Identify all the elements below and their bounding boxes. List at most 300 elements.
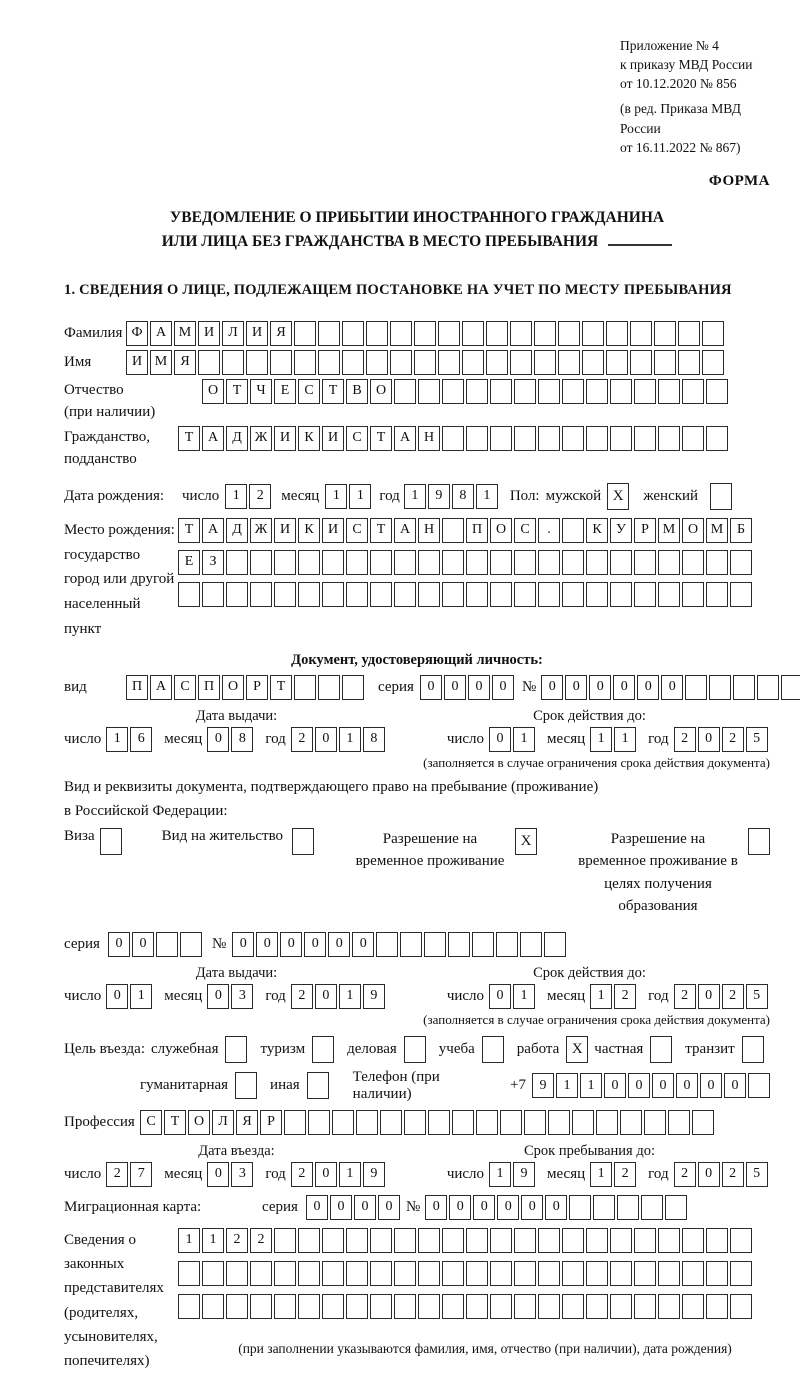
char-cell[interactable]: [376, 932, 398, 957]
char-cell[interactable]: 0: [315, 727, 337, 752]
char-cell[interactable]: [490, 426, 512, 451]
char-cell[interactable]: [322, 1261, 344, 1286]
char-cell[interactable]: 2: [722, 727, 744, 752]
char-cell[interactable]: [394, 1228, 416, 1253]
char-cell[interactable]: [658, 426, 680, 451]
char-cell[interactable]: А: [150, 675, 172, 700]
char-cell[interactable]: [490, 1228, 512, 1253]
char-cell[interactable]: 0: [676, 1073, 698, 1098]
char-cell[interactable]: [250, 550, 272, 575]
char-cell[interactable]: [424, 932, 446, 957]
char-cell[interactable]: [538, 582, 560, 607]
char-cell[interactable]: 1: [513, 727, 535, 752]
char-cell[interactable]: [702, 321, 724, 346]
char-cell[interactable]: [466, 1294, 488, 1319]
char-cell[interactable]: [270, 350, 292, 375]
char-cell[interactable]: 0: [449, 1195, 471, 1220]
char-cell[interactable]: 0: [604, 1073, 626, 1098]
char-cell[interactable]: [178, 1294, 200, 1319]
char-cell[interactable]: [418, 582, 440, 607]
char-cell[interactable]: 7: [130, 1162, 152, 1187]
char-cell[interactable]: [757, 675, 779, 700]
char-cell[interactable]: [682, 1294, 704, 1319]
char-cell[interactable]: Н: [418, 518, 440, 543]
char-cell[interactable]: [538, 1261, 560, 1286]
char-cell[interactable]: [472, 932, 494, 957]
char-cell[interactable]: 9: [513, 1162, 535, 1187]
char-cell[interactable]: [322, 582, 344, 607]
char-cell[interactable]: 0: [108, 932, 130, 957]
char-cell[interactable]: [630, 350, 652, 375]
char-cell[interactable]: [346, 1228, 368, 1253]
char-cell[interactable]: Ж: [250, 426, 272, 451]
char-cell[interactable]: Ф: [126, 321, 148, 346]
char-cell[interactable]: [610, 1261, 632, 1286]
char-cell[interactable]: 2: [249, 484, 271, 509]
char-cell[interactable]: [586, 426, 608, 451]
char-cell[interactable]: [548, 1110, 570, 1135]
char-cell[interactable]: [370, 1261, 392, 1286]
char-cell[interactable]: [562, 1294, 584, 1319]
char-cell[interactable]: С: [174, 675, 196, 700]
char-cell[interactable]: [520, 932, 542, 957]
char-cell[interactable]: 0: [330, 1195, 352, 1220]
char-cell[interactable]: 0: [328, 932, 350, 957]
char-cell[interactable]: [178, 1261, 200, 1286]
char-cell[interactable]: В: [346, 379, 368, 404]
char-cell[interactable]: 0: [306, 1195, 328, 1220]
char-cell[interactable]: Ч: [250, 379, 272, 404]
char-cell[interactable]: О: [222, 675, 244, 700]
char-cell[interactable]: [562, 582, 584, 607]
char-cell[interactable]: [610, 582, 632, 607]
char-cell[interactable]: [294, 350, 316, 375]
char-cell[interactable]: [634, 379, 656, 404]
char-cell[interactable]: 1: [178, 1228, 200, 1253]
char-cell[interactable]: [534, 321, 556, 346]
char-cell[interactable]: [322, 1294, 344, 1319]
char-cell[interactable]: [370, 1228, 392, 1253]
purpose-business-checkbox[interactable]: [225, 1036, 247, 1063]
char-cell[interactable]: 0: [232, 932, 254, 957]
char-cell[interactable]: [706, 582, 728, 607]
char-cell[interactable]: П: [126, 675, 148, 700]
char-cell[interactable]: [318, 321, 340, 346]
char-cell[interactable]: [730, 1261, 752, 1286]
char-cell[interactable]: 0: [352, 932, 374, 957]
char-cell[interactable]: [500, 1110, 522, 1135]
char-cell[interactable]: [692, 1110, 714, 1135]
char-cell[interactable]: [346, 1261, 368, 1286]
char-cell[interactable]: 0: [700, 1073, 722, 1098]
char-cell[interactable]: 1: [339, 727, 361, 752]
char-cell[interactable]: [538, 550, 560, 575]
char-cell[interactable]: [658, 1228, 680, 1253]
char-cell[interactable]: С: [514, 518, 536, 543]
char-cell[interactable]: [366, 321, 388, 346]
char-cell[interactable]: [438, 350, 460, 375]
char-cell[interactable]: [466, 1228, 488, 1253]
char-cell[interactable]: [610, 550, 632, 575]
char-cell[interactable]: [658, 1261, 680, 1286]
char-cell[interactable]: [342, 675, 364, 700]
char-cell[interactable]: [490, 1261, 512, 1286]
char-cell[interactable]: 1: [590, 984, 612, 1009]
char-cell[interactable]: [284, 1110, 306, 1135]
char-cell[interactable]: Т: [370, 426, 392, 451]
char-cell[interactable]: [226, 1294, 248, 1319]
char-cell[interactable]: [706, 426, 728, 451]
char-cell[interactable]: [438, 321, 460, 346]
char-cell[interactable]: [366, 350, 388, 375]
char-cell[interactable]: О: [188, 1110, 210, 1135]
char-cell[interactable]: И: [246, 321, 268, 346]
char-cell[interactable]: 9: [363, 984, 385, 1009]
char-cell[interactable]: 0: [661, 675, 683, 700]
char-cell[interactable]: [582, 321, 604, 346]
char-cell[interactable]: Л: [222, 321, 244, 346]
char-cell[interactable]: 0: [444, 675, 466, 700]
char-cell[interactable]: 0: [207, 727, 229, 752]
char-cell[interactable]: О: [490, 518, 512, 543]
char-cell[interactable]: [538, 1228, 560, 1253]
char-cell[interactable]: 1: [580, 1073, 602, 1098]
char-cell[interactable]: 0: [492, 675, 514, 700]
char-cell[interactable]: [394, 582, 416, 607]
char-cell[interactable]: [250, 582, 272, 607]
char-cell[interactable]: С: [140, 1110, 162, 1135]
char-cell[interactable]: 0: [521, 1195, 543, 1220]
char-cell[interactable]: К: [586, 518, 608, 543]
char-cell[interactable]: 1: [404, 484, 426, 509]
char-cell[interactable]: [678, 350, 700, 375]
char-cell[interactable]: [318, 675, 340, 700]
purpose-tourism-checkbox[interactable]: [312, 1036, 334, 1063]
char-cell[interactable]: 0: [468, 675, 490, 700]
option-visa-checkbox[interactable]: [100, 828, 122, 855]
char-cell[interactable]: 5: [746, 727, 768, 752]
char-cell[interactable]: [634, 1294, 656, 1319]
char-cell[interactable]: [730, 1228, 752, 1253]
char-cell[interactable]: [658, 582, 680, 607]
char-cell[interactable]: [572, 1110, 594, 1135]
char-cell[interactable]: [486, 350, 508, 375]
char-cell[interactable]: [668, 1110, 690, 1135]
char-cell[interactable]: [442, 1228, 464, 1253]
char-cell[interactable]: И: [322, 426, 344, 451]
char-cell[interactable]: [610, 379, 632, 404]
char-cell[interactable]: [202, 582, 224, 607]
char-cell[interactable]: [428, 1110, 450, 1135]
char-cell[interactable]: 1: [339, 984, 361, 1009]
char-cell[interactable]: [466, 379, 488, 404]
char-cell[interactable]: [682, 426, 704, 451]
char-cell[interactable]: 8: [452, 484, 474, 509]
char-cell[interactable]: Я: [174, 350, 196, 375]
char-cell[interactable]: [442, 550, 464, 575]
char-cell[interactable]: [298, 1261, 320, 1286]
char-cell[interactable]: [394, 1261, 416, 1286]
char-cell[interactable]: 0: [652, 1073, 674, 1098]
char-cell[interactable]: [682, 379, 704, 404]
char-cell[interactable]: [414, 321, 436, 346]
char-cell[interactable]: [274, 1261, 296, 1286]
char-cell[interactable]: 0: [613, 675, 635, 700]
char-cell[interactable]: [414, 350, 436, 375]
char-cell[interactable]: А: [202, 426, 224, 451]
char-cell[interactable]: [586, 550, 608, 575]
char-cell[interactable]: 0: [473, 1195, 495, 1220]
char-cell[interactable]: [706, 1294, 728, 1319]
char-cell[interactable]: [682, 1228, 704, 1253]
char-cell[interactable]: [586, 1261, 608, 1286]
purpose-humanitarian-checkbox[interactable]: [235, 1072, 257, 1099]
char-cell[interactable]: [394, 1294, 416, 1319]
char-cell[interactable]: [524, 1110, 546, 1135]
char-cell[interactable]: [678, 321, 700, 346]
char-cell[interactable]: О: [370, 379, 392, 404]
char-cell[interactable]: [490, 582, 512, 607]
char-cell[interactable]: .: [538, 518, 560, 543]
char-cell[interactable]: 2: [674, 984, 696, 1009]
char-cell[interactable]: [418, 1294, 440, 1319]
char-cell[interactable]: [490, 1294, 512, 1319]
char-cell[interactable]: 0: [628, 1073, 650, 1098]
char-cell[interactable]: [562, 379, 584, 404]
char-cell[interactable]: [538, 379, 560, 404]
char-cell[interactable]: [274, 550, 296, 575]
char-cell[interactable]: [452, 1110, 474, 1135]
char-cell[interactable]: [250, 1294, 272, 1319]
char-cell[interactable]: [558, 350, 580, 375]
char-cell[interactable]: [634, 582, 656, 607]
char-cell[interactable]: [781, 675, 800, 700]
char-cell[interactable]: [298, 1294, 320, 1319]
char-cell[interactable]: [593, 1195, 615, 1220]
char-cell[interactable]: [380, 1110, 402, 1135]
char-cell[interactable]: [298, 582, 320, 607]
char-cell[interactable]: 8: [363, 727, 385, 752]
char-cell[interactable]: [462, 321, 484, 346]
char-cell[interactable]: [514, 426, 536, 451]
char-cell[interactable]: [476, 1110, 498, 1135]
char-cell[interactable]: [418, 550, 440, 575]
char-cell[interactable]: [682, 1261, 704, 1286]
char-cell[interactable]: И: [274, 426, 296, 451]
char-cell[interactable]: [610, 1228, 632, 1253]
char-cell[interactable]: [534, 350, 556, 375]
char-cell[interactable]: [418, 1228, 440, 1253]
purpose-other-checkbox[interactable]: [307, 1072, 329, 1099]
char-cell[interactable]: [308, 1110, 330, 1135]
char-cell[interactable]: М: [658, 518, 680, 543]
option-residence-permit-checkbox[interactable]: [292, 828, 314, 855]
char-cell[interactable]: [702, 350, 724, 375]
char-cell[interactable]: А: [394, 426, 416, 451]
char-cell[interactable]: 5: [746, 1162, 768, 1187]
char-cell[interactable]: [658, 1294, 680, 1319]
char-cell[interactable]: [682, 582, 704, 607]
char-cell[interactable]: [226, 582, 248, 607]
char-cell[interactable]: [733, 675, 755, 700]
char-cell[interactable]: [634, 1228, 656, 1253]
char-cell[interactable]: 0: [106, 984, 128, 1009]
char-cell[interactable]: И: [198, 321, 220, 346]
char-cell[interactable]: [630, 321, 652, 346]
char-cell[interactable]: 2: [614, 1162, 636, 1187]
char-cell[interactable]: Р: [634, 518, 656, 543]
char-cell[interactable]: [462, 350, 484, 375]
char-cell[interactable]: 0: [489, 727, 511, 752]
char-cell[interactable]: [274, 1294, 296, 1319]
char-cell[interactable]: 1: [106, 727, 128, 752]
char-cell[interactable]: К: [298, 426, 320, 451]
char-cell[interactable]: [404, 1110, 426, 1135]
char-cell[interactable]: [370, 582, 392, 607]
char-cell[interactable]: [370, 1294, 392, 1319]
char-cell[interactable]: [586, 582, 608, 607]
char-cell[interactable]: С: [346, 518, 368, 543]
char-cell[interactable]: 2: [614, 984, 636, 1009]
char-cell[interactable]: 1: [590, 1162, 612, 1187]
char-cell[interactable]: [202, 1261, 224, 1286]
char-cell[interactable]: [466, 1261, 488, 1286]
char-cell[interactable]: 2: [674, 1162, 696, 1187]
char-cell[interactable]: О: [682, 518, 704, 543]
char-cell[interactable]: [226, 1261, 248, 1286]
char-cell[interactable]: [226, 550, 248, 575]
char-cell[interactable]: 5: [746, 984, 768, 1009]
char-cell[interactable]: [390, 321, 412, 346]
char-cell[interactable]: [562, 550, 584, 575]
char-cell[interactable]: 0: [497, 1195, 519, 1220]
char-cell[interactable]: 1: [489, 1162, 511, 1187]
char-cell[interactable]: [606, 321, 628, 346]
char-cell[interactable]: 1: [349, 484, 371, 509]
char-cell[interactable]: [514, 1261, 536, 1286]
char-cell[interactable]: [562, 426, 584, 451]
char-cell[interactable]: [178, 582, 200, 607]
char-cell[interactable]: Л: [212, 1110, 234, 1135]
char-cell[interactable]: 0: [565, 675, 587, 700]
char-cell[interactable]: [390, 350, 412, 375]
char-cell[interactable]: 2: [250, 1228, 272, 1253]
char-cell[interactable]: 2: [226, 1228, 248, 1253]
char-cell[interactable]: Д: [226, 518, 248, 543]
char-cell[interactable]: Я: [236, 1110, 258, 1135]
purpose-transit-checkbox[interactable]: [742, 1036, 764, 1063]
char-cell[interactable]: 2: [291, 1162, 313, 1187]
char-cell[interactable]: [617, 1195, 639, 1220]
char-cell[interactable]: П: [198, 675, 220, 700]
char-cell[interactable]: У: [610, 518, 632, 543]
char-cell[interactable]: [370, 550, 392, 575]
char-cell[interactable]: М: [706, 518, 728, 543]
char-cell[interactable]: [748, 1073, 770, 1098]
char-cell[interactable]: 0: [425, 1195, 447, 1220]
char-cell[interactable]: Т: [370, 518, 392, 543]
char-cell[interactable]: Т: [178, 518, 200, 543]
char-cell[interactable]: [318, 350, 340, 375]
char-cell[interactable]: [274, 582, 296, 607]
char-cell[interactable]: 0: [545, 1195, 567, 1220]
char-cell[interactable]: 9: [428, 484, 450, 509]
char-cell[interactable]: З: [202, 550, 224, 575]
char-cell[interactable]: [442, 426, 464, 451]
char-cell[interactable]: А: [202, 518, 224, 543]
char-cell[interactable]: [442, 379, 464, 404]
purpose-study-checkbox[interactable]: [482, 1036, 504, 1063]
char-cell[interactable]: [180, 932, 202, 957]
char-cell[interactable]: 0: [541, 675, 563, 700]
option-temp-residence-education-checkbox[interactable]: [748, 828, 770, 855]
char-cell[interactable]: 0: [256, 932, 278, 957]
char-cell[interactable]: 0: [304, 932, 326, 957]
purpose-work-checkbox[interactable]: X: [566, 1036, 588, 1063]
char-cell[interactable]: 1: [614, 727, 636, 752]
char-cell[interactable]: [510, 350, 532, 375]
char-cell[interactable]: [644, 1110, 666, 1135]
char-cell[interactable]: [620, 1110, 642, 1135]
char-cell[interactable]: [634, 1261, 656, 1286]
char-cell[interactable]: А: [394, 518, 416, 543]
char-cell[interactable]: 0: [207, 984, 229, 1009]
char-cell[interactable]: [569, 1195, 591, 1220]
char-cell[interactable]: [294, 321, 316, 346]
char-cell[interactable]: 0: [589, 675, 611, 700]
char-cell[interactable]: М: [150, 350, 172, 375]
char-cell[interactable]: 2: [722, 1162, 744, 1187]
char-cell[interactable]: [610, 1294, 632, 1319]
char-cell[interactable]: С: [298, 379, 320, 404]
char-cell[interactable]: [448, 932, 470, 957]
char-cell[interactable]: [466, 550, 488, 575]
char-cell[interactable]: Е: [274, 379, 296, 404]
purpose-commercial-checkbox[interactable]: [404, 1036, 426, 1063]
char-cell[interactable]: [486, 321, 508, 346]
char-cell[interactable]: Т: [164, 1110, 186, 1135]
char-cell[interactable]: [730, 582, 752, 607]
char-cell[interactable]: [156, 932, 178, 957]
char-cell[interactable]: [466, 582, 488, 607]
char-cell[interactable]: Т: [322, 379, 344, 404]
char-cell[interactable]: [394, 550, 416, 575]
char-cell[interactable]: [442, 518, 464, 543]
purpose-private-checkbox[interactable]: [650, 1036, 672, 1063]
char-cell[interactable]: [706, 1261, 728, 1286]
char-cell[interactable]: 0: [132, 932, 154, 957]
char-cell[interactable]: [706, 379, 728, 404]
char-cell[interactable]: 2: [674, 727, 696, 752]
char-cell[interactable]: [346, 1294, 368, 1319]
char-cell[interactable]: И: [274, 518, 296, 543]
char-cell[interactable]: 1: [325, 484, 347, 509]
char-cell[interactable]: 0: [637, 675, 659, 700]
char-cell[interactable]: 6: [130, 727, 152, 752]
char-cell[interactable]: [490, 550, 512, 575]
char-cell[interactable]: [665, 1195, 687, 1220]
char-cell[interactable]: 3: [231, 1162, 253, 1187]
char-cell[interactable]: [418, 1261, 440, 1286]
char-cell[interactable]: [400, 932, 422, 957]
char-cell[interactable]: [294, 675, 316, 700]
char-cell[interactable]: [634, 426, 656, 451]
char-cell[interactable]: 1: [513, 984, 535, 1009]
char-cell[interactable]: Т: [226, 379, 248, 404]
char-cell[interactable]: 1: [339, 1162, 361, 1187]
char-cell[interactable]: О: [202, 379, 224, 404]
char-cell[interactable]: Я: [270, 321, 292, 346]
